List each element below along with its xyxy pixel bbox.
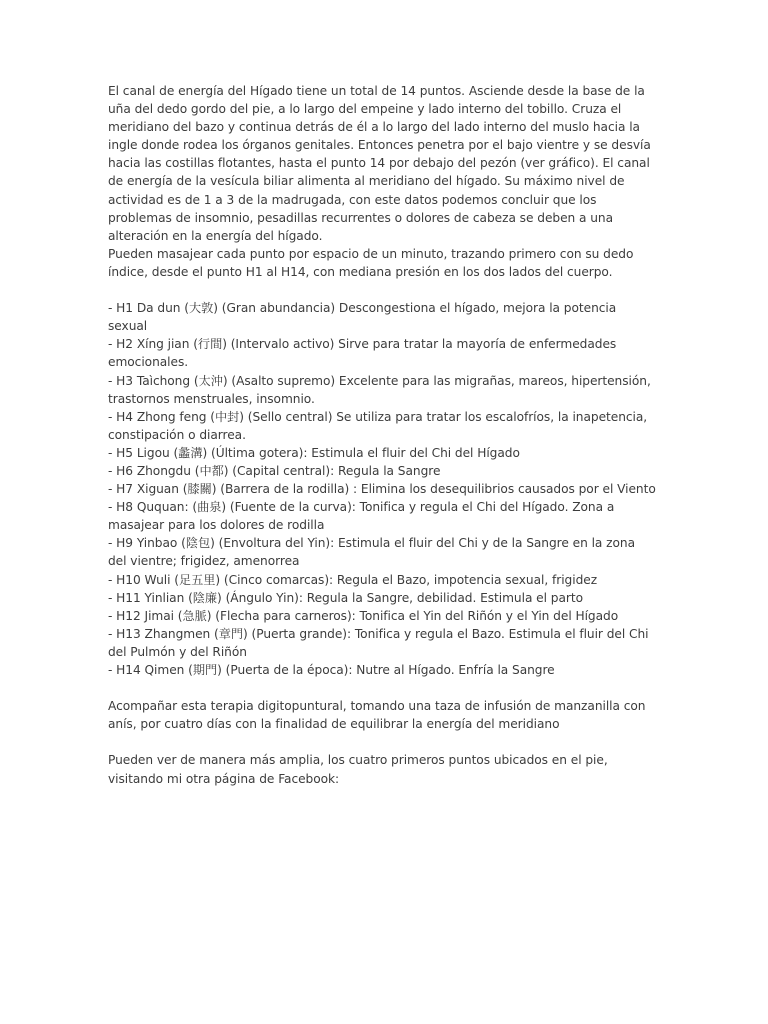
list-item: - H11 Yinlian (陰廉) (Ángulo Yin): Regula la Sangre, debilidad. Estimula el parto bbox=[108, 590, 583, 605]
list-item: - H1 Da dun (大敦) (Gran abundancia) Descongestiona el hígado, mejora la potencia sexual bbox=[108, 301, 617, 334]
intro-paragraph: El canal de energía del Hígado tiene un total de 14 puntos. Asciende desde la base de la uña del dedo gordo del pie, a lo largo del empeine y lado interno del tobillo. Cruza el meridiano del bazo y continua detrás de él a lo largo del lado interno del muslo hacia la ingle donde rodea los órganos genitales. Entonces penetra por el bajo vientre y se desvía hacia las costillas flotantes, hasta el punto 14 por debajo del pezón (ver gráfico). El canal de energía de la vesícula biliar alimenta al meridiano del hígado. Su máximo nivel de actividad es de 1 a 3 de la madrugada, con este datos podemos concluir que los problemas de insomnio, pesadillas recurrentes o dolores de cabeza se deben a una alteración en la energía del hígado. bbox=[108, 84, 651, 243]
list-item: - H4 Zhong feng (中封) (Sello central) Se utiliza para tratar los escalofríos, la inapetencia, constipación o diarrea. bbox=[108, 409, 648, 442]
massage-instructions: Pueden masajear cada punto por espacio de un minuto, trazando primero con su dedo índice, desde el punto H1 al H14, con mediana presión en los dos lados del cuerpo. bbox=[108, 246, 634, 279]
list-item: - H2 Xíng jian (行間) (Intervalo activo) Sirve para tratar la mayoría de enfermedades emocionales. bbox=[108, 337, 617, 370]
list-item: - H13 Zhangmen (章門) (Puerta grande): Tonifica y regula el Bazo. Estimula el fluir del Chi del Pulmón y del Riñón bbox=[108, 626, 649, 659]
facebook-paragraph: Pueden ver de manera más amplia, los cuatro primeros puntos ubicados en el pie, visitando mi otra página de Facebook: bbox=[108, 753, 608, 786]
list-item: - H9 Yinbao (陰包) (Envoltura del Yin): Estimula el fluir del Chi y de la Sangre en la zona del vientre; frigidez, amenorrea bbox=[108, 536, 636, 569]
list-item: - H7 Xiguan (膝關) (Barrera de la rodilla) : Elimina los desequilibrios causados por el Viento bbox=[108, 482, 656, 497]
document-body bbox=[108, 82, 656, 788]
points-list bbox=[108, 299, 656, 679]
list-item: - H3 Taìchong (太沖) (Asalto supremo) Excelente para las migrañas, mareos, hipertensión, trastornos menstruales, insomnio. bbox=[108, 373, 651, 406]
blank-line bbox=[108, 733, 656, 751]
list-item: - H10 Wuli (足五里) (Cinco comarcas): Regula el Bazo, impotencia sexual, frigidez bbox=[108, 572, 598, 587]
blank-line bbox=[108, 679, 656, 697]
list-item: - H14 Qimen (期門) (Puerta de la época): Nutre al Hígado. Enfría la Sangre bbox=[108, 663, 555, 677]
list-item: - H12 Jimai (急脈) (Flecha para carneros): Tonifica el Yin del Riñón y el Yin del Hígado bbox=[108, 608, 619, 623]
list-item: - H6 Zhongdu (中都) (Capital central): Regula la Sangre bbox=[108, 463, 441, 478]
list-item: - H5 Ligou (蠡溝) (Última gotera): Estimula el fluir del Chi del Hígado bbox=[108, 445, 520, 460]
closing-paragraph: Acompañar esta terapia digitopuntural, tomando una taza de infusión de manzanilla con anís, por cuatro días con la finalidad de equilibrar la energía del meridiano bbox=[108, 699, 646, 732]
blank-line bbox=[108, 281, 656, 299]
list-item: - H8 Ququan: (曲泉) (Fuente de la curva): Tonifica y regula el Chi del Hígado. Zona a masajear para los dolores de rodilla bbox=[108, 500, 615, 533]
